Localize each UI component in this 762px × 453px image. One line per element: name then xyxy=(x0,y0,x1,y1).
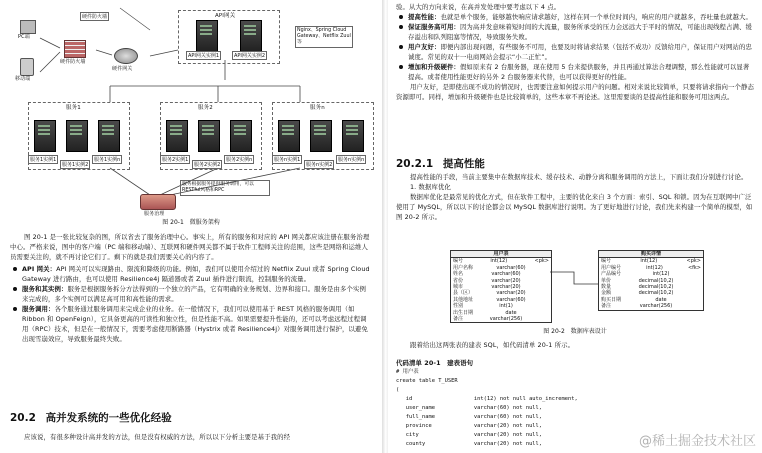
s2-instance-2: 服务2实例2 xyxy=(194,162,221,168)
registry-icon xyxy=(140,194,176,210)
gateway-note-text: Nginx、Spring Cloud Gateway、Netflix Zuul等 xyxy=(297,28,351,45)
code-listing: # 用户表 create table T_USER ( id int(12) not null auto_increment, user_name varchar(60) not null, full_name varchar(60) not null, province varchar(20) not null, city varchar(20) not null, county varchar(20) not null, xyxy=(396,369,578,447)
figure1-caption: 图 20-1 微服务架构 xyxy=(162,219,220,226)
api-gateway-title: API网关 xyxy=(215,13,236,19)
sn-instance-2: 服务n实例2 xyxy=(306,162,333,168)
order-table-field-name: 金额 xyxy=(601,290,612,297)
gateway-note xyxy=(295,26,353,48)
sn-server-1 xyxy=(278,120,300,152)
firewall-note: 硬件防火墙 xyxy=(82,14,108,20)
firewall-label: 硬件防火墙 xyxy=(60,59,86,65)
servicen-title: 服务n xyxy=(310,105,325,111)
after-figure-text: 跟着给出这两张表的建表 SQL，如代码清单 20-1 所示。 xyxy=(410,341,575,349)
order-table-field-type: decimal(10,2) xyxy=(638,284,674,291)
order-table-field-key: <fk> xyxy=(687,264,701,271)
user-table xyxy=(450,250,552,323)
user-table-title: 用户表 xyxy=(451,251,551,258)
bullet-term: 保证服务高可用： xyxy=(408,23,460,31)
architecture-diagram xyxy=(0,0,382,226)
mobile-client-label: 移动端 xyxy=(15,76,31,82)
s2-instance-n: 服务2实例n xyxy=(226,157,253,163)
order-table-field-name: 数量 xyxy=(601,284,612,291)
gateway-router-label: 硬件网关 xyxy=(112,66,133,72)
s2-instance-1: 服务2实例1 xyxy=(162,157,189,163)
sn-server-2 xyxy=(310,120,332,152)
s1-instance-n: 服务1实例n xyxy=(94,157,121,163)
subsection-title: 提高性能 xyxy=(442,158,485,170)
bullet-services xyxy=(10,284,372,304)
user-table-field-type: varchar(20) xyxy=(491,277,521,284)
order-table-field-type: int(12) xyxy=(646,264,663,271)
user-table-field-name: 城市 xyxy=(453,284,464,291)
bullet-term: 用户友好： xyxy=(408,43,441,51)
bullet-text: 服务是根据服务拆分方法得到的一个独立的产品，它有明确的业务规划、边界和接口。服务是由多个实例来完成的，多个实例可以满足高可用和高性能的需求。 xyxy=(22,285,367,303)
order-table-rows xyxy=(599,258,703,309)
gateway-instance-2-label: API网关实例2 xyxy=(234,53,266,59)
user-table-field-name: 姓名 xyxy=(453,271,464,278)
bullet-text: API 网关可以实现路由、限流和降级的功能。例如，我们可以使用介绍过的 Netflix Zuul 或者 Spring Cloud Gateway 进行路由，也可以使用 Resilience4j 隔道器或者 Zuul 插件进行限流，控制服务的流量。 xyxy=(22,265,370,283)
left-body-text xyxy=(10,232,372,344)
table-relation-line xyxy=(550,270,598,290)
order-table-field-type: decimal(10,2) xyxy=(638,290,674,297)
user-table-field-name: 其他地址 xyxy=(453,296,474,303)
user-table-field-type: date xyxy=(505,309,517,316)
order-table-field-type: decimal(10,2) xyxy=(638,277,674,284)
order-table-field-name: 编号 xyxy=(601,258,612,265)
gateway-instance-1-label: API网关实例1 xyxy=(188,53,220,59)
right-body-text xyxy=(396,2,754,102)
user-table-field-name: 用户名称 xyxy=(453,264,474,271)
user-table-field-type: varchar(20) xyxy=(491,284,521,291)
order-table-field-key: <pk> xyxy=(686,258,701,265)
bullet-hardware xyxy=(396,62,754,82)
section-number: 20.2 xyxy=(10,412,36,424)
service1-title: 服务1 xyxy=(66,105,81,111)
bullet-availability xyxy=(396,22,754,42)
intro-paragraph: 图 20-1 是一张比较复杂的图，所以省去了服务治理中心。事实上，所有的服务和对应的 API 网关都应该注册在服务治理中心。严格来说，图中的客户端（PC 端和移动端）、互联网和硬件网关都不属于软件工程师关注的范围，这些是网络和运维人员需要关注的，就不再讨论它们了。剩下的就是我们需要关心的内容了。 xyxy=(10,233,370,261)
left-last-line: 应该说，有很多种设计高并发的方法，但是没有权威的方法，所以以下分析主要是基于我的经 xyxy=(24,433,291,441)
gateway-server-2 xyxy=(240,20,262,52)
order-table-field-name: 购买日期 xyxy=(601,296,622,303)
user-table-field-type: int(1) xyxy=(499,303,513,310)
user-table-field-type: varchar(60) xyxy=(496,264,526,271)
bullet-text: 因为高并发意味着短时间的大流量，服务所承受的压力会远远大于平时的情况，可能出现线程占满、缓存溢出和队列阻塞等情况，导致服务失败。 xyxy=(408,23,753,41)
s1-server-n xyxy=(98,120,120,152)
firewall-icon xyxy=(64,40,86,58)
user-table-field-name: 县（区） xyxy=(453,290,474,297)
order-table-field-type: int(12) xyxy=(652,271,670,278)
subsection-heading xyxy=(396,156,485,171)
s1-instance-1: 服务1实例1 xyxy=(30,157,57,163)
right-page xyxy=(388,0,762,453)
bullet-text: 也就是单个服务，能够越快响应请求越好，这样在同一个单位时间内，响应的用户就越多，吞吐量也就越大。 xyxy=(440,13,753,21)
s2-server-n xyxy=(230,120,252,152)
sn-instance-n: 服务n实例n xyxy=(338,157,365,163)
subsection-paragraph: 提高性能的手段，当前主要集中在数据库技术、缓存技术、动静分离和服务调用的方法上，下面让我们分别进行讨论。 xyxy=(410,173,748,181)
order-table xyxy=(598,250,704,311)
bullet-performance xyxy=(396,12,754,22)
order-table-field-type: date xyxy=(655,296,667,303)
registry-note-text: 服务根据服务提供服务调用，可以RESTful风格和RPC xyxy=(182,182,254,193)
pc-client-label: PC端 xyxy=(18,34,30,40)
figure2-caption: 图 20-2 数据库表设计 xyxy=(543,328,607,335)
subsection-number: 20.2.1 xyxy=(396,158,434,170)
user-table-field-type: varchar(60) xyxy=(491,271,521,278)
bullet-term: 服务调用： xyxy=(22,305,55,313)
user-table-field-name: 性别 xyxy=(453,303,464,310)
bullet-term: 增加和升级硬件： xyxy=(408,63,460,71)
service2-title: 服务2 xyxy=(198,105,213,111)
gateway-server-1 xyxy=(196,20,218,52)
user-table-field-type: varchar(60) xyxy=(496,296,526,303)
s1-instance-2: 服务1实例2 xyxy=(62,162,89,168)
user-table-field-name: 编号 xyxy=(453,258,464,265)
s2-server-2 xyxy=(198,120,220,152)
user-table-field-type: int(12) xyxy=(490,258,508,265)
user-table-field-type: varchar(256) xyxy=(489,316,523,323)
bullet-text: 假如原来有 2 台服务器，现在使用 5 台来提供服务，并且再通过算法合理调整，那么性能就可以显著提高。或者使用性能更好的另外 2 台服务器来代替，也可以获得更好的性能。 xyxy=(408,63,750,81)
user-table-field-name: 出生日期 xyxy=(453,309,474,316)
order-table-title: 购买详情 xyxy=(599,251,703,258)
order-table-row xyxy=(599,303,703,309)
order-table-field-name: 用户编号 xyxy=(601,264,622,271)
order-table-field-name: 单价 xyxy=(601,277,612,284)
watermark: @稀土掘金技术社区 xyxy=(638,434,756,449)
s1-server-1 xyxy=(34,120,56,152)
summary-paragraph: 用户友好，是即使出现不成功的情况时，也需要注意如何提示用户的问题。相对来说比较简单，只要将请求指向一个静态资源即可。同样，增加和升级硬件也是比较简单的，这些本章不再论述。这里需要谈的是提高性能和服务可用这两点。 xyxy=(396,83,755,101)
user-table-row xyxy=(451,316,551,322)
user-table-field-name: 备注 xyxy=(453,316,464,323)
bullet-text: 各个服务通过服务调用来完成企业的业务。在一般情况下，我们可以使用基于 REST 风格的服务调用（如 Ribbon 和 OpenFeign），它具备更高的可读性和独立性，但是性能不高。如果需要提升性能的，还可以考虑远程过程调用（RPC）技术，但是在一般情况下，需要考虑使用断路器（Hystrix 或者 Resilience4j）对服务调用进行保护，以避免出现雪崩效应，导致服务最终失败。 xyxy=(22,305,368,343)
bullet-term: 服务和其实例： xyxy=(22,285,68,293)
bullet-service-call xyxy=(10,304,372,344)
user-table-field-name: 省份 xyxy=(453,277,464,284)
subsection-body xyxy=(396,172,754,222)
registry-note xyxy=(180,180,270,196)
gateway-router-icon xyxy=(114,48,138,64)
s2-server-1 xyxy=(166,120,188,152)
bullet-term: 提高性能： xyxy=(408,13,441,21)
registry-label: 服务治理 xyxy=(144,211,165,217)
sn-instance-1: 服务n实例1 xyxy=(274,157,301,163)
order-table-field-type: varchar(256) xyxy=(639,303,673,310)
order-table-field-name: 产品编号 xyxy=(601,271,622,278)
order-table-field-name: 备注 xyxy=(601,303,612,310)
sn-server-n xyxy=(342,120,364,152)
bullet-text: 即便内部出现问题，有些服务不可用，也要及时将请求结果（包括不成功）反馈给用户，保证用户对网站的忠诚度。常见的双十一电商网站会提示“小二正忙”。 xyxy=(408,43,753,61)
listing-title: 代码清单 20-1 建表语句 xyxy=(396,359,474,367)
bullet-api-gateway xyxy=(10,264,372,284)
section-title: 高并发系统的一些优化经验 xyxy=(45,412,172,424)
section-heading xyxy=(10,410,172,425)
user-table-field-key: <pk> xyxy=(534,258,549,265)
continued-line: 验。从大的方向来说，在高并发处理中要考虑以下 4 点。 xyxy=(396,3,561,11)
order-table-field-type: int(12) xyxy=(640,258,658,265)
db-item-heading: 1. 数据库优化 xyxy=(410,183,451,191)
bullet-term: API 网关： xyxy=(22,265,57,273)
s1-server-2 xyxy=(66,120,88,152)
bullet-user-friendly xyxy=(396,42,754,62)
user-table-rows xyxy=(451,258,551,322)
db-paragraph: 数据库优化是最常见的优化方式，但在软件工程中，主要的优化来自 3 个方面：索引、SQL 和锁。因为在互联网中广泛使用了 MySQL，所以以下的讨论都会以 MySQL 数据库进行说明。为了更好地进行讨论，我们先来构建一个简单的模型，如图 20-2 所示。 xyxy=(396,193,753,221)
user-table-field-type: varchar(20) xyxy=(496,290,526,297)
